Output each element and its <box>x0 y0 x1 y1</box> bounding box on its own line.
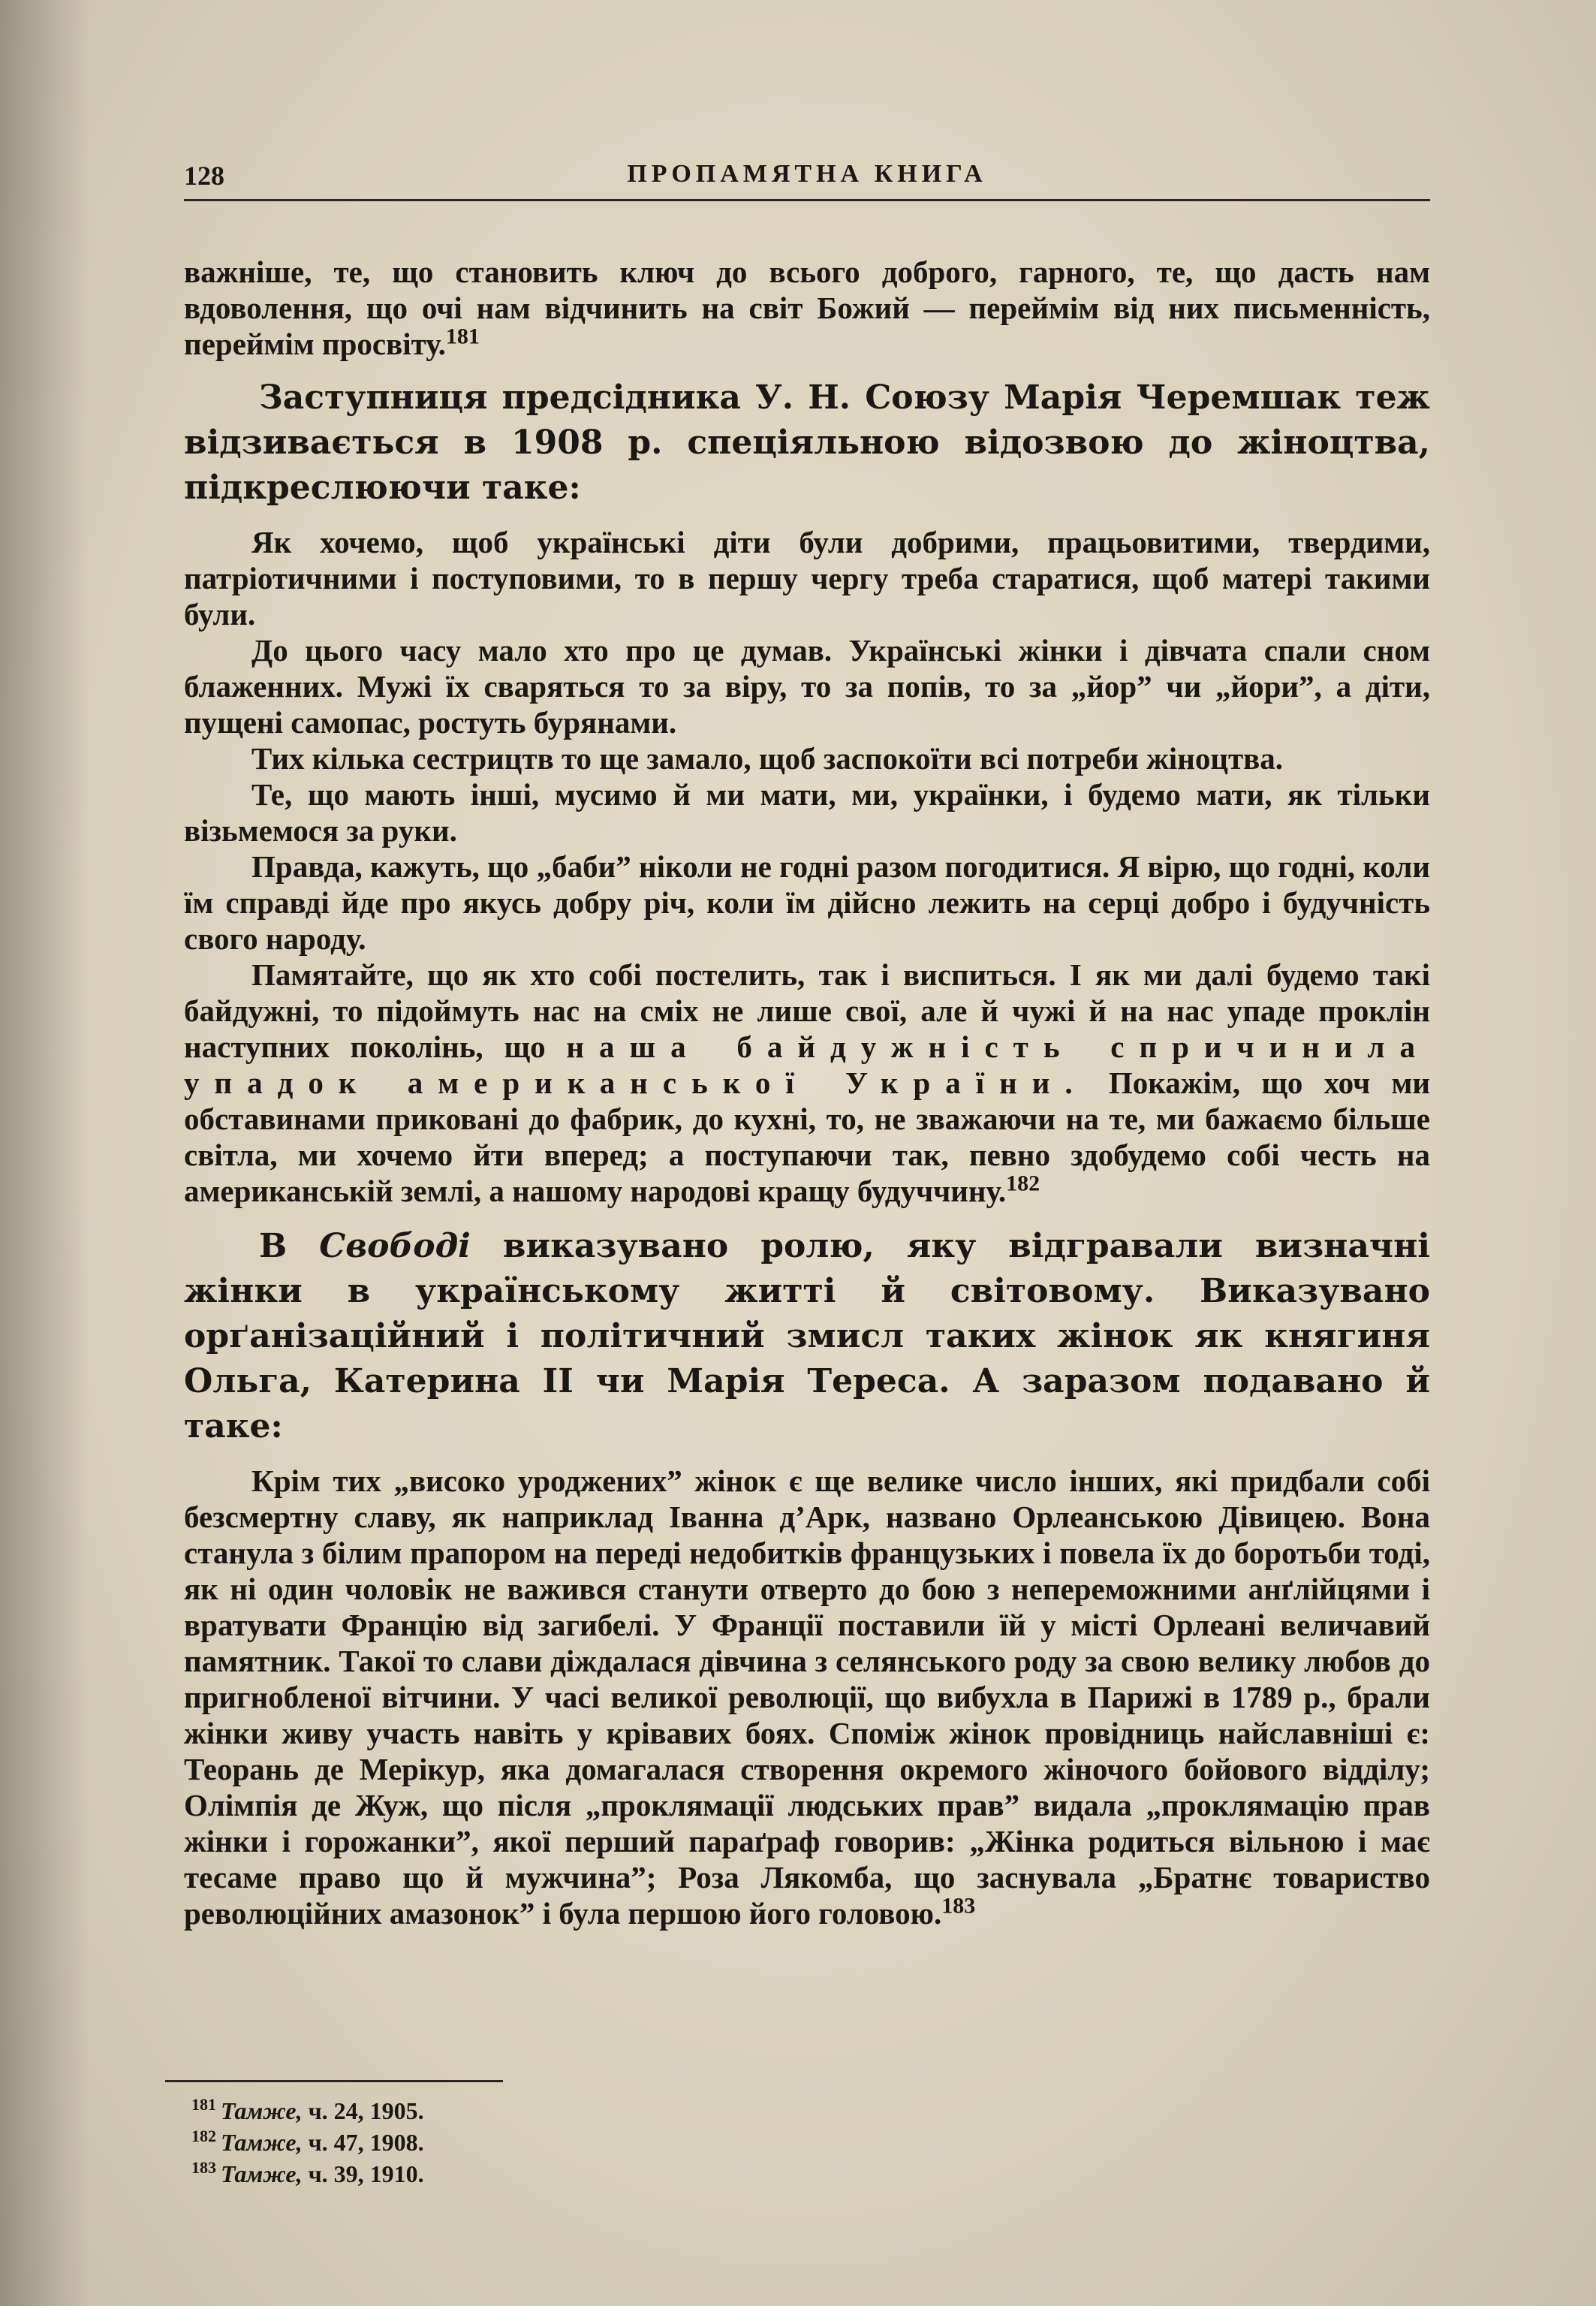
running-head <box>184 154 1430 201</box>
paragraph-text: важніше, те, що становить ключ до всього доброго, гарного, те, що дасть нам вдоволення, що очі нам відчинить на світ Божий — переймім від них письменність, переймім просвіту. <box>184 255 1430 361</box>
quote-paragraph: До цього часу мало хто про це думав. Українські жінки і дівчата спали сном блаженних. Мужі їх сваряться то за віру, то за попів, то за „йор” чи „йори”, а діти, пущені самопас, ростуть бурянами. <box>184 633 1430 740</box>
footnote-reference: ч. 47, 1908. <box>308 2129 424 2156</box>
footnote-source: Тамже, <box>221 2160 303 2187</box>
footnotes <box>191 2095 424 2190</box>
paragraph-text: В <box>259 1227 288 1265</box>
footnote-source: Тамже, <box>221 2129 303 2156</box>
quotation-svoboda <box>184 1463 1430 1931</box>
quote-paragraph: Правда, кажуть, що „баби” ніколи не годні разом погодитися. Я вірю, що годні, коли їм справді йде про якусь добру річ, коли їм дійсно лежить на серці добро і будучність свого народу. <box>184 849 1430 956</box>
paragraph-text: Заступниця предсідника У. Н. Союзу Марія Черемшак теж відзивається в 1908 р. спеціяльною відозвою до жіноцтва, підкреслюючи таке: <box>184 378 1430 507</box>
footnote-separator <box>165 2080 503 2082</box>
page-number: 128 <box>184 161 224 191</box>
running-head-title: ПРОПАМЯТНА КНИГА <box>627 160 987 188</box>
paragraph-text: виказувано ролю, яку відгравали визначні жінки в українському житті й світовому. Виказувано орґанізаційний і політичний змисл таких жінок як княгиня Ольга, Катерина II чи Марія Тереса. А заразом подавано й таке: <box>184 1227 1430 1445</box>
footnote <box>191 2127 424 2158</box>
quote-text: Покажім, що хоч ми обставинами приковані до фабрик, до кухні, то, не зважаючи на те, ми бажаємо більше світла, ми хочемо йти вперед; а поступаючи так, певно здобудемо собі честь на американській землі, а нашому народові кращу будуччину. <box>184 1066 1431 1208</box>
footnote <box>191 2095 424 2127</box>
footnote-number: 183 <box>191 2158 216 2178</box>
footnote-ref: 183 <box>941 1893 976 1919</box>
quotation-cheremshak <box>184 524 1430 1209</box>
page-gutter-shadow <box>0 0 90 2306</box>
footnote-number: 181 <box>191 2095 216 2115</box>
quote-text: Крім тих „високо уроджених” жінок є ще велике число інших, які придбали собі безсмертну славу, як наприклад Іванна д’Арк, названо Орлеанською Дівицею. Вона станула з білим прапором на переді недобитків французьких і повела їх до боротьби тоді, як ні один чоловік не важився станути отверто до бою з непереможними анґлійцями і вратувати Францію від загибелі. У Франції поставили їй у місті Орлеані величавий памятник. Такої то слави діждалася дівчина з селянського роду за свою велику любов до пригнобленої вітчини. У часі великої революції, що вибухла в Парижі в 1789 р., брали жінки живу участь навіть у крівавих боях. Споміж жінок провідниць найславніші є: Теорань де Мерікур, яка домагалася створення окремого жіночого бойового відділу; Олімпія де Жуж, що після „проклямації людських прав” видала „проклямацію прав жінки і горожанки”, якої перший параґраф говорив: „Жінка родиться вільною і має тесаме право що й мужчина”; Роза Лякомба, що заснувала „Братнє товариство революційних амазонок” і була першою його головою. <box>184 1463 1430 1931</box>
footnote-number: 182 <box>191 2127 216 2146</box>
quote-paragraph: Тих кілька сестрицтв то ще замало, щоб заспокоїти всі потреби жіноцтва. <box>251 741 1283 776</box>
quote-paragraph <box>184 957 1430 1209</box>
quote-paragraph: Як хочемо, щоб українські діти були добрими, працьовитими, твердими, патріотичними і поступовими, то в першу чергу треба старатися, щоб матері такими були. <box>184 525 1430 632</box>
footnote-ref: 182 <box>1006 1171 1040 1196</box>
footnote-source: Тамже, <box>221 2097 303 2124</box>
footnote-reference: ч. 24, 1905. <box>308 2097 424 2124</box>
main-text <box>184 254 1430 1931</box>
emphasized-text: наша байдужність спричинила упадок американської України. <box>184 1029 1431 1100</box>
quote-text: Памятайте, що як хто собі постелить, так і виспиться. І як ми далі будемо такі байдужні, то підоймуть нас на сміх не лише свої, але й чужі й на нас упаде проклін наступних поколінь, що <box>184 957 1430 1064</box>
paragraph-continuation <box>184 254 1430 362</box>
paragraph-svoboda <box>184 1224 1430 1449</box>
newspaper-title: Свободі <box>319 1227 471 1265</box>
paragraph-cheremshak <box>184 375 1430 511</box>
quote-paragraph: Те, що мають інші, мусимо й ми мати, ми, українки, і будемо мати, як тільки візьмемося за руки. <box>184 777 1430 848</box>
footnote <box>191 2158 424 2190</box>
footnote-ref: 181 <box>445 324 480 349</box>
footnote-reference: ч. 39, 1910. <box>308 2160 424 2187</box>
